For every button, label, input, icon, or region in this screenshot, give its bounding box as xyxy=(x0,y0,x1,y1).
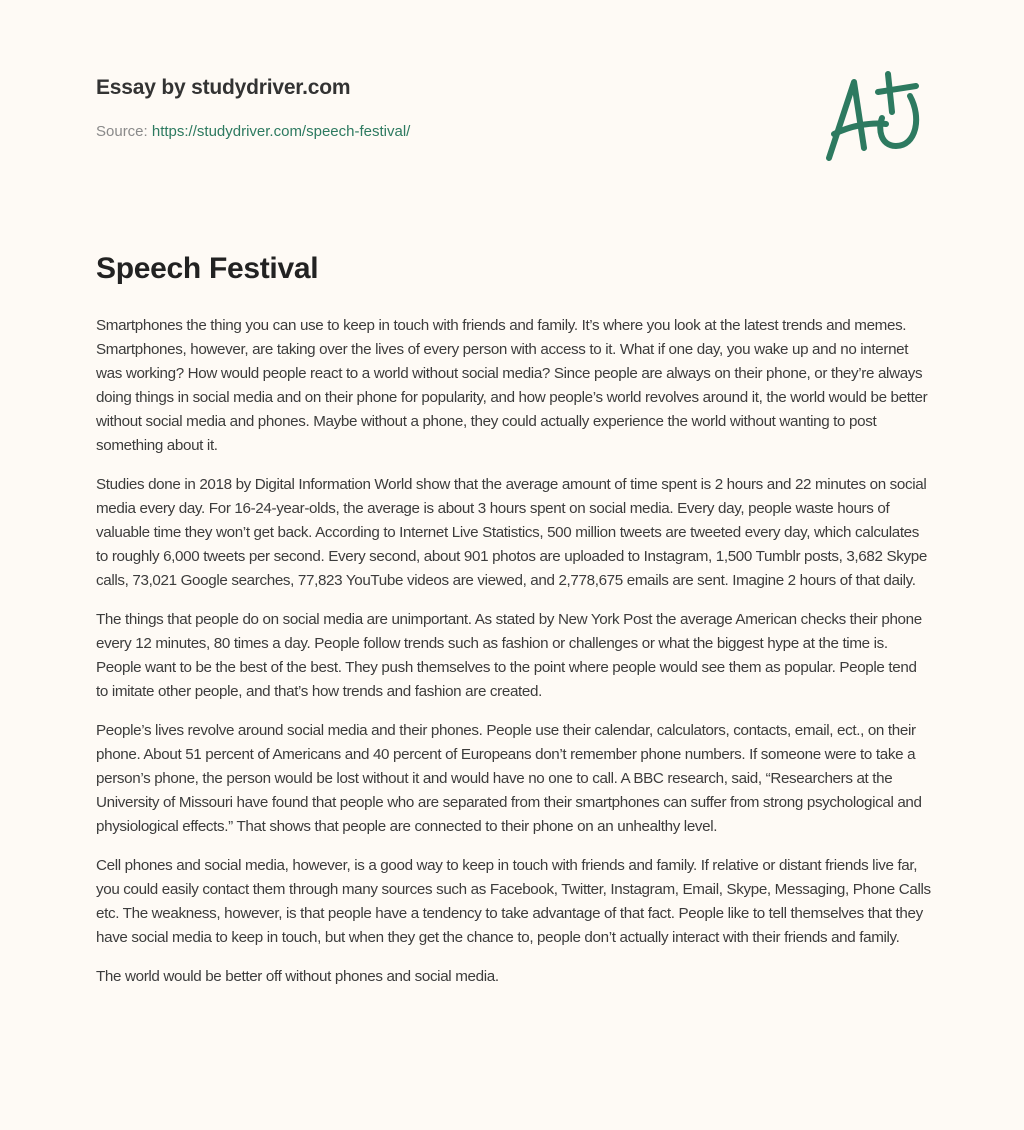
paragraph: Smartphones the thing you can use to keep in touch with friends and family. It’s where you look at the latest trends and memes. Smartphones, however, are taking over the lives of every person with access to it. What if one day, you wake up and no internet was working? How would people react to a world without social media? Since people are always on their phone, or they’re always doing things in social media and on their phone for popularity, and how people’s world revolves around it, the world would be better without social media and phones. Maybe without a phone, they could actually experience the world without wanting to post something about it. xyxy=(96,317,928,454)
a-plus-logo-icon xyxy=(820,68,930,168)
paragraph: Cell phones and social media, however, is a good way to keep in touch with friends and family. If relative or distant friends live far, you could easily contact them through many sources such as Facebook, Twitter, Instagram, Email, Skype, Messaging, Phone Calls etc. The weakness, however, is that people have a tendency to take advantage of that fact. People like to tell themselves that they have social media to keep in touch, but when they get the chance to, people don’t actually interact with their friends and family. xyxy=(96,857,931,946)
source-label: Source: xyxy=(96,123,148,140)
paragraph: Studies done in 2018 by Digital Information World show that the average amount of time spent is 2 hours and 22 minutes on social media every day. For 16-24-year-olds, the average is about 3 hours spent on social media. Every day, people waste hours of valuable time they won’t get back. According to Internet Live Statistics, 500 million tweets are tweeted every day, which calculates to roughly 6,000 tweets per second. Every second, about 901 photos are uploaded to Instagram, 1,500 Tumblr posts, 3,682 Skype calls, 73,021 Google searches, 77,823 YouTube videos are viewed, and 2,778,675 emails are sent. Imagine 2 hours of that daily. xyxy=(96,476,927,589)
article-body xyxy=(96,314,931,1004)
site-title: Essay by studydriver.com xyxy=(96,76,351,99)
paragraph: People’s lives revolve around social media and their phones. People use their calendar, calculators, contacts, email, ect., on their phone. About 51 percent of Americans and 40 percent of Europeans don’t remember phone numbers. If someone were to take a person’s phone, the person would be lost without it and would have no one to call. A BBC research, said, “Researchers at the University of Missouri have found that people who are separated from their smartphones can suffer from strong psychological and physiological effects.” That shows that people are connected to their phone on an unhealthy level. xyxy=(96,722,922,835)
paragraph: The things that people do on social media are unimportant. As stated by New York Post the average American checks their phone every 12 minutes, 80 times a day. People follow trends such as fashion or challenges or what the biggest hype at the time is. People want to be the best of the best. They push themselves to the point where people would see them as popular. People tend to imitate other people, and that’s how trends and fashion are created. xyxy=(96,611,922,700)
source-link[interactable]: https://studydriver.com/speech-festival/ xyxy=(151,123,411,140)
page-title: Speech Festival xyxy=(96,252,319,285)
source-line xyxy=(96,123,410,140)
paragraph: The world would be better off without phones and social media. xyxy=(96,968,499,985)
